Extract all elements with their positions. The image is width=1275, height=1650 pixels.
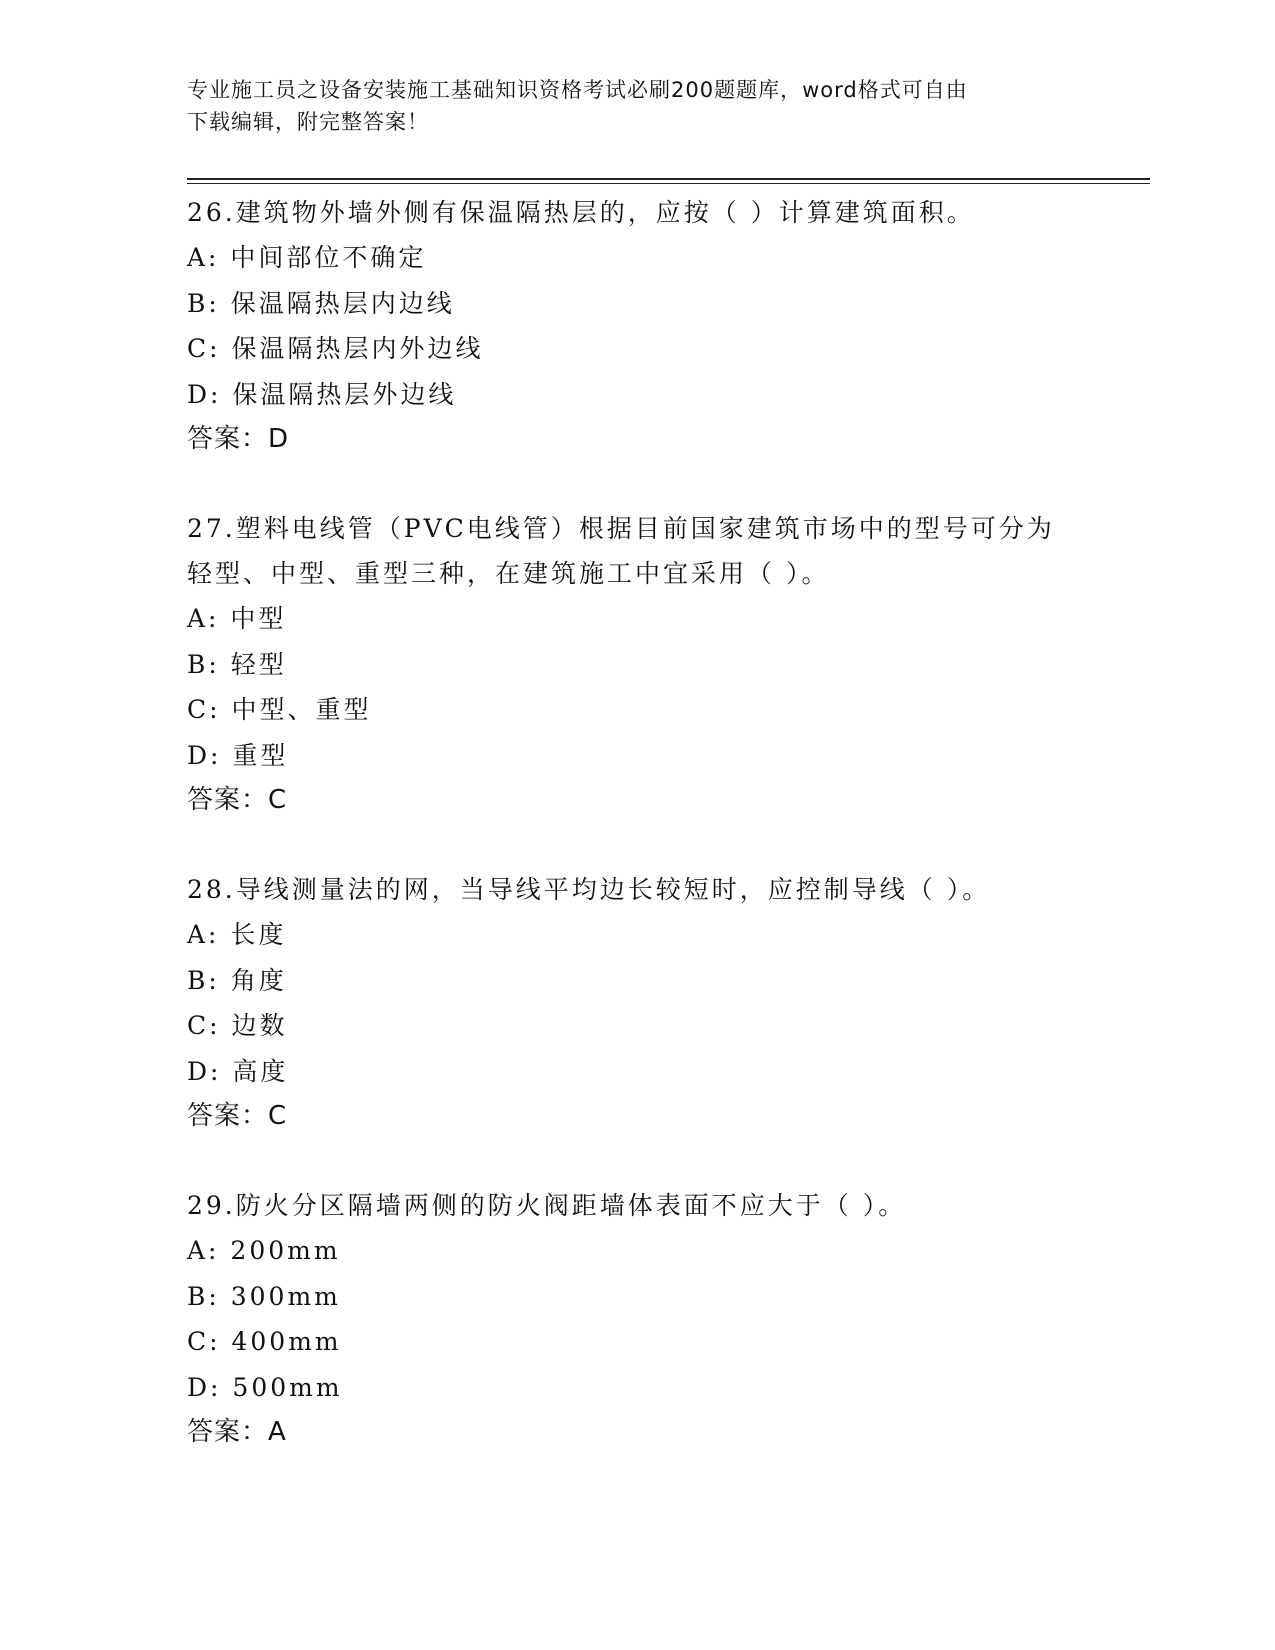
option-c: C: 边数 xyxy=(187,1011,288,1040)
header-line-1: 专业施工员之设备安装施工基础知识资格考试必刷200题题库，word格式可自由 xyxy=(187,78,968,102)
header-line-2: 下载编辑，附完整答案！ xyxy=(187,110,429,134)
question-stem: 26.建筑物外墙外侧有保温隔热层的，应按（ ）计算建筑面积。 xyxy=(187,198,975,227)
question-26 xyxy=(187,190,1117,462)
option-d: D: 高度 xyxy=(187,1056,289,1086)
question-list xyxy=(187,190,1117,1499)
option-a: A: 长度 xyxy=(187,920,287,949)
question-stem-continued: 轻型、中型、重型三种，在建筑施工中宜采用（ ）。 xyxy=(187,559,830,588)
option-b: B: 角度 xyxy=(187,965,287,995)
option-b: B: 轻型 xyxy=(187,649,287,679)
option-b: B: 300mm xyxy=(187,1281,341,1311)
option-a: A: 200mm xyxy=(187,1236,341,1265)
answer-line: 答案：C xyxy=(187,785,288,815)
question-29 xyxy=(187,1183,1117,1455)
option-a: A: 中型 xyxy=(187,604,287,633)
header-divider-thin xyxy=(187,183,1150,184)
question-27 xyxy=(187,506,1117,823)
document-header xyxy=(187,74,1087,138)
option-d: D: 500mm xyxy=(187,1372,343,1402)
option-a: A: 中间部位不确定 xyxy=(187,243,427,272)
header-divider-thick xyxy=(187,178,1150,180)
option-d: D: 保温隔热层外边线 xyxy=(187,379,457,409)
option-c: C: 中型、重型 xyxy=(187,695,372,724)
answer-line: 答案：A xyxy=(187,1417,287,1447)
answer-line: 答案：D xyxy=(187,424,290,454)
option-d: D: 重型 xyxy=(187,740,289,770)
question-stem: 29.防火分区隔墙两侧的防火阀距墙体表面不应大于（ ）。 xyxy=(187,1191,907,1220)
question-stem: 27.塑料电线管（PVC电线管）根据目前国家建筑市场中的型号可分为 xyxy=(187,514,1055,543)
option-b: B: 保温隔热层内边线 xyxy=(187,288,455,318)
question-stem: 28.导线测量法的网，当导线平均边长较短时，应控制导线（ ）。 xyxy=(187,875,991,904)
question-28 xyxy=(187,867,1117,1139)
option-c: C: 400mm xyxy=(187,1327,342,1356)
option-c: C: 保温隔热层内外边线 xyxy=(187,334,484,363)
answer-line: 答案：C xyxy=(187,1101,288,1131)
